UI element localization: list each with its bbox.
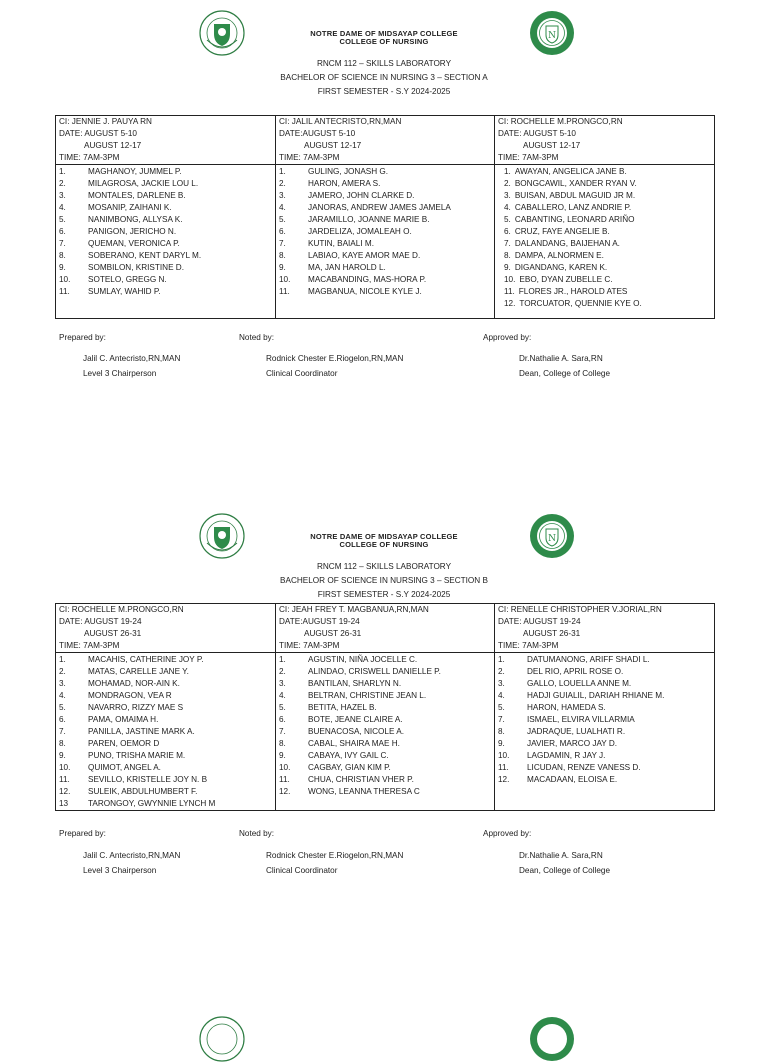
student-name: HARON, HAMEDA S. bbox=[527, 703, 606, 712]
student-name: CRUZ, FAYE ANGELIE B. bbox=[514, 227, 610, 236]
item-number: 5. bbox=[279, 703, 286, 712]
list-item bbox=[59, 250, 275, 262]
item-number: 5. bbox=[59, 703, 66, 712]
item-number: 8. bbox=[279, 739, 286, 748]
student-name: JANORAS, ANDREW JAMES JAMELA bbox=[308, 203, 451, 212]
student-name: DALANDANG, BAIJEHAN A. bbox=[514, 239, 620, 248]
student-name: DATUMANONG, ARIFF SHADI L. bbox=[527, 655, 650, 664]
table-row bbox=[56, 604, 715, 811]
item-number: 4. bbox=[59, 203, 66, 212]
item-number: 7. bbox=[279, 239, 286, 248]
student-name: SUMLAY, WAHID P. bbox=[88, 287, 161, 296]
student-name: DIGANDANG, KAREN K. bbox=[514, 263, 608, 272]
list-item bbox=[498, 774, 714, 786]
item-number: 5. bbox=[279, 215, 286, 224]
ci-name: CI: JENNIE J. PAUYA RN bbox=[59, 117, 152, 126]
item-number: 8. bbox=[279, 251, 286, 260]
item-number: 13 bbox=[59, 799, 69, 808]
item-number: 9. bbox=[498, 739, 505, 748]
course-title: RNCM 112 – SKILLS LABORATORY bbox=[316, 562, 452, 571]
list-item bbox=[59, 654, 275, 666]
item-number: 10. bbox=[504, 275, 516, 284]
list-item bbox=[279, 726, 494, 738]
student-name: MONDRAGON, VEA R bbox=[88, 691, 172, 700]
student-name: MILAGROSA, JACKIE LOU L. bbox=[88, 179, 199, 188]
student-name: BANTILAN, SHARLYN N. bbox=[308, 679, 402, 688]
student-name: JARAMILLO, JOANNE MARIE B. bbox=[308, 215, 430, 224]
list-item bbox=[59, 226, 275, 238]
list-item bbox=[498, 702, 714, 714]
list-item bbox=[279, 166, 494, 178]
date-line: AUGUST 26-31 bbox=[523, 629, 581, 638]
student-list bbox=[276, 654, 494, 804]
list-item bbox=[498, 214, 714, 226]
ci-column bbox=[56, 604, 276, 811]
item-number: 6. bbox=[279, 715, 286, 724]
student-name: MAGHANOY, JUMMEL P. bbox=[88, 167, 182, 176]
student-name: QUEMAN, VERONICA P. bbox=[88, 239, 180, 248]
term-title: FIRST SEMESTER - S.Y 2024-2025 bbox=[317, 590, 451, 599]
item-number: 3. bbox=[59, 679, 66, 688]
list-item bbox=[498, 690, 714, 702]
ci-name: CI: JEAH FREY T. MAGBANUA,RN,MAN bbox=[279, 605, 429, 614]
list-item bbox=[279, 786, 494, 798]
list-item bbox=[59, 738, 275, 750]
student-name: CABAL, SHAIRA MAE H. bbox=[308, 739, 400, 748]
student-name: MOSANIP, ZAIHANI K. bbox=[88, 203, 172, 212]
signatory-title: Dean, College of College bbox=[519, 866, 611, 875]
student-name: HADJI GUIALIL, DARIAH RHIANE M. bbox=[527, 691, 665, 700]
list-item bbox=[59, 786, 275, 798]
item-number: 1. bbox=[279, 655, 286, 664]
student-name: HARON, AMERA S. bbox=[308, 179, 381, 188]
list-item bbox=[59, 726, 275, 738]
student-name: ISMAEL, ELVIRA VILLARMIA bbox=[527, 715, 635, 724]
svg-text:N: N bbox=[548, 534, 556, 544]
list-item bbox=[279, 654, 494, 666]
item-number: 8. bbox=[498, 727, 505, 736]
list-item bbox=[498, 166, 714, 178]
list-item bbox=[279, 214, 494, 226]
time-line: TIME: 7AM-3PM bbox=[276, 152, 494, 165]
list-item bbox=[498, 286, 714, 298]
list-item bbox=[59, 690, 275, 702]
item-number: 2. bbox=[59, 667, 66, 676]
list-item bbox=[498, 250, 714, 262]
student-list bbox=[276, 166, 494, 304]
list-item bbox=[279, 262, 494, 274]
student-name: MONTALES, DARLENE B. bbox=[88, 191, 186, 200]
student-name: DEL RIO, APRIL ROSE O. bbox=[527, 667, 624, 676]
program-title: BACHELOR OF SCIENCE IN NURSING 3 – SECTION B bbox=[280, 576, 488, 585]
student-name: JAVIER, MARCO JAY D. bbox=[527, 739, 618, 748]
item-number: 11. bbox=[279, 775, 290, 784]
college-of-nursing-seal-icon bbox=[529, 1016, 575, 1062]
signatory-title: Clinical Coordinator bbox=[266, 369, 338, 378]
item-number: 4. bbox=[59, 691, 66, 700]
student-name: AGUSTIN, NIÑA JOCELLE C. bbox=[308, 655, 418, 664]
student-name: WONG, LEANNA THERESA C bbox=[308, 787, 420, 796]
list-item bbox=[498, 750, 714, 762]
list-item bbox=[498, 762, 714, 774]
student-name: SULEIK, ABDULHUMBERT F. bbox=[88, 787, 198, 796]
student-name: BOTE, JEANE CLAIRE A. bbox=[308, 715, 403, 724]
signatory-name: Jalil C. Antecristo,RN,MAN bbox=[83, 354, 181, 363]
item-number: 10. bbox=[279, 763, 291, 772]
list-item bbox=[498, 238, 714, 250]
item-number: 10. bbox=[59, 763, 71, 772]
item-number: 4. bbox=[279, 691, 286, 700]
list-item bbox=[279, 762, 494, 774]
date-line: AUGUST 12-17 bbox=[523, 141, 581, 150]
school-name: NOTRE DAME OF MIDSAYAP COLLEGE bbox=[310, 29, 458, 38]
list-item bbox=[498, 726, 714, 738]
list-item bbox=[498, 666, 714, 678]
table-row bbox=[56, 116, 715, 319]
student-name: KUTIN, BAIALI M. bbox=[308, 239, 374, 248]
student-name: FLORES JR., HAROLD ATES bbox=[518, 287, 628, 296]
date-line: DATE:AUGUST 5-10 bbox=[279, 129, 356, 138]
student-name: MATAS, CARELLE JANE Y. bbox=[88, 667, 189, 676]
list-item bbox=[279, 702, 494, 714]
item-number: 5. bbox=[504, 215, 511, 224]
student-name: BONGCAWIL, XANDER RYAN V. bbox=[514, 179, 637, 188]
student-name: MOHAMAD, NOR-AIN K. bbox=[88, 679, 180, 688]
list-item bbox=[59, 262, 275, 274]
list-item bbox=[59, 202, 275, 214]
date-line: AUGUST 12-17 bbox=[304, 141, 362, 150]
list-item bbox=[279, 178, 494, 190]
item-number: 2. bbox=[498, 667, 505, 676]
student-list bbox=[495, 166, 714, 316]
item-number: 4. bbox=[279, 203, 286, 212]
program-title: BACHELOR OF SCIENCE IN NURSING 3 – SECTION A bbox=[280, 73, 488, 82]
student-name: CABALLERO, LANZ ANDRIE P. bbox=[514, 203, 632, 212]
list-item bbox=[59, 286, 275, 298]
item-number: 3. bbox=[279, 191, 286, 200]
ci-column bbox=[56, 116, 276, 319]
student-name: MAGBANUA, NICOLE KYLE J. bbox=[308, 287, 422, 296]
list-item bbox=[59, 178, 275, 190]
noted-by-label: Noted by: bbox=[239, 333, 275, 342]
item-number: 11. bbox=[498, 763, 509, 772]
item-number: 1. bbox=[59, 655, 66, 664]
item-number: 1. bbox=[279, 167, 286, 176]
signatory-name: Rodnick Chester E.Riogelon,RN,MAN bbox=[266, 851, 404, 860]
course-title: RNCM 112 – SKILLS LABORATORY bbox=[316, 59, 452, 68]
student-list bbox=[495, 654, 714, 792]
student-name: JADRAQUE, LUALHATI R. bbox=[527, 727, 626, 736]
student-name: LABIAO, KAYE AMOR MAE D. bbox=[308, 251, 421, 260]
student-name: AWAYAN, ANGELICA JANE B. bbox=[514, 167, 627, 176]
item-number: 2. bbox=[279, 667, 286, 676]
student-name: PANILLA, JASTINE MARK A. bbox=[88, 727, 195, 736]
svg-text:N: N bbox=[548, 31, 556, 41]
signatory-title: Dean, College of College bbox=[519, 369, 611, 378]
date-line: AUGUST 12-17 bbox=[84, 141, 142, 150]
student-name: PUNO, TRISHA MARIE M. bbox=[88, 751, 186, 760]
list-item bbox=[59, 190, 275, 202]
noted-by-label: Noted by: bbox=[239, 829, 275, 838]
student-name: DAMPA, ALNORMEN E. bbox=[514, 251, 604, 260]
list-item bbox=[498, 178, 714, 190]
signatory-name: Jalil C. Antecristo,RN,MAN bbox=[83, 851, 181, 860]
list-item bbox=[498, 190, 714, 202]
item-number: 8. bbox=[504, 251, 511, 260]
ci-name: CI: ROCHELLE M.PRONGCO,RN bbox=[498, 117, 623, 126]
list-item bbox=[279, 678, 494, 690]
item-number: 11. bbox=[59, 775, 70, 784]
item-number: 9. bbox=[59, 751, 66, 760]
list-item bbox=[59, 750, 275, 762]
college-name: COLLEGE OF NURSING bbox=[339, 540, 429, 549]
list-item bbox=[279, 238, 494, 250]
date-line: DATE: AUGUST 5-10 bbox=[59, 129, 137, 138]
time-line: TIME: 7AM-3PM bbox=[56, 152, 275, 165]
item-number: 8. bbox=[59, 739, 66, 748]
item-number: 9. bbox=[279, 751, 286, 760]
list-item bbox=[59, 762, 275, 774]
prepared-by-label: Prepared by: bbox=[59, 829, 106, 838]
student-name: JARDELIZA, JOMALEAH O. bbox=[308, 227, 412, 236]
student-name: EBO, DYAN ZUBELLE C. bbox=[519, 275, 613, 284]
item-number: 4. bbox=[498, 691, 505, 700]
list-item bbox=[498, 678, 714, 690]
schedule-table bbox=[55, 603, 715, 811]
list-item bbox=[279, 750, 494, 762]
item-number: 1. bbox=[504, 167, 511, 176]
ci-name: CI: JALIL ANTECRISTO,RN,MAN bbox=[279, 117, 402, 126]
student-name: CABAYA, IVY GAIL C. bbox=[308, 751, 389, 760]
ci-column bbox=[276, 116, 495, 319]
list-item bbox=[59, 678, 275, 690]
student-name: JAMERO, JOHN CLARKE D. bbox=[308, 191, 415, 200]
item-number: 10. bbox=[59, 275, 71, 284]
signatory-name: Rodnick Chester E.Riogelon,RN,MAN bbox=[266, 354, 404, 363]
time-line: TIME: 7AM-3PM bbox=[56, 640, 275, 653]
item-number: 9. bbox=[59, 263, 66, 272]
date-line: DATE:AUGUST 19-24 bbox=[279, 617, 360, 626]
student-name: PANIGON, JERICHO N. bbox=[88, 227, 177, 236]
item-number: 3. bbox=[59, 191, 66, 200]
signatory-title: Level 3 Chairperson bbox=[83, 866, 157, 875]
list-item bbox=[498, 274, 714, 286]
item-number: 3. bbox=[504, 191, 511, 200]
item-number: 3. bbox=[279, 679, 286, 688]
student-name: CHUA, CHRISTIAN VHER P. bbox=[308, 775, 414, 784]
student-name: PAREN, OEMOR D bbox=[88, 739, 160, 748]
list-item bbox=[59, 798, 275, 810]
list-item bbox=[279, 202, 494, 214]
list-item bbox=[59, 714, 275, 726]
list-item bbox=[279, 250, 494, 262]
list-item bbox=[59, 238, 275, 250]
student-name: LAGDAMIN, R JAY J. bbox=[527, 751, 606, 760]
item-number: 2. bbox=[59, 179, 66, 188]
list-item bbox=[279, 690, 494, 702]
ci-name: CI: ROCHELLE M.PRONGCO,RN bbox=[59, 605, 184, 614]
student-name: SOMBILON, KRISTINE D. bbox=[88, 263, 184, 272]
time-line: TIME: 7AM-3PM bbox=[495, 640, 714, 653]
ci-column bbox=[495, 604, 715, 811]
student-name: BELTRAN, CHRISTINE JEAN L. bbox=[308, 691, 427, 700]
list-item bbox=[498, 262, 714, 274]
nd-midsayap-seal-icon bbox=[199, 1016, 245, 1062]
item-number: 6. bbox=[279, 227, 286, 236]
list-item bbox=[279, 286, 494, 298]
student-name: ALINDAO, CRISWELL DANIELLE P. bbox=[308, 667, 441, 676]
list-item bbox=[279, 666, 494, 678]
item-number: 12. bbox=[59, 787, 71, 796]
date-line: AUGUST 26-31 bbox=[304, 629, 362, 638]
student-name: SOTELO, GREGG N. bbox=[88, 275, 167, 284]
list-item bbox=[59, 214, 275, 226]
item-number: 7. bbox=[504, 239, 511, 248]
date-line: AUGUST 26-31 bbox=[84, 629, 142, 638]
student-name: BETITA, HAZEL B. bbox=[308, 703, 377, 712]
student-name: QUIMOT, ANGEL A. bbox=[88, 763, 161, 772]
item-number: 6. bbox=[504, 227, 511, 236]
item-number: 6. bbox=[59, 715, 66, 724]
approved-by-label: Approved by: bbox=[483, 333, 532, 342]
list-item bbox=[498, 714, 714, 726]
item-number: 4. bbox=[504, 203, 511, 212]
student-name: MA, JAN HAROLD L. bbox=[308, 263, 386, 272]
list-item bbox=[279, 738, 494, 750]
student-name: GALLO, LOUELLA ANNE M. bbox=[527, 679, 632, 688]
list-item bbox=[279, 774, 494, 786]
item-number: 1. bbox=[59, 167, 66, 176]
student-name: TARONGOY, GWYNNIE LYNCH M bbox=[88, 799, 216, 808]
approved-by-label: Approved by: bbox=[483, 829, 532, 838]
prepared-by-label: Prepared by: bbox=[59, 333, 106, 342]
list-item bbox=[279, 714, 494, 726]
section-b bbox=[0, 503, 768, 903]
list-item bbox=[279, 190, 494, 202]
signatory-title: Clinical Coordinator bbox=[266, 866, 338, 875]
item-number: 12. bbox=[279, 787, 291, 796]
item-number: 2. bbox=[279, 179, 286, 188]
list-item bbox=[59, 666, 275, 678]
list-item bbox=[59, 166, 275, 178]
item-number: 6. bbox=[59, 227, 66, 236]
item-number: 5. bbox=[59, 215, 66, 224]
list-item bbox=[59, 774, 275, 786]
date-line: DATE: AUGUST 19-24 bbox=[59, 617, 142, 626]
student-name: MACAHIS, CATHERINE JOY P. bbox=[88, 655, 204, 664]
student-name: NANIMBONG, ALLYSA K. bbox=[88, 215, 183, 224]
student-name: CABANTING, LEONARD ARIÑO bbox=[514, 215, 635, 224]
list-item bbox=[498, 654, 714, 666]
list-item bbox=[498, 202, 714, 214]
item-number: 7. bbox=[59, 727, 66, 736]
item-number: 3. bbox=[498, 679, 505, 688]
student-name: CAGBAY, GIAN KIM P. bbox=[308, 763, 391, 772]
ci-name: CI: RENELLE CHRISTOPHER V.JORIAL,RN bbox=[498, 605, 662, 614]
item-number: 5. bbox=[498, 703, 505, 712]
signatory-name: Dr.Nathalie A. Sara,RN bbox=[519, 354, 603, 363]
student-name: SOBERANO, KENT DARYL M. bbox=[88, 251, 202, 260]
list-item bbox=[498, 298, 714, 310]
time-line: TIME: 7AM-3PM bbox=[495, 152, 714, 165]
list-item bbox=[59, 702, 275, 714]
student-name: LICUDAN, RENZE VANESS D. bbox=[527, 763, 641, 772]
student-name: SEVILLO, KRISTELLE JOY N. B bbox=[88, 775, 208, 784]
ci-column bbox=[276, 604, 495, 811]
signatory-title: Level 3 Chairperson bbox=[83, 369, 157, 378]
item-number: 10. bbox=[279, 275, 291, 284]
ci-column bbox=[495, 116, 715, 319]
student-name: BUENACOSA, NICOLE A. bbox=[308, 727, 405, 736]
item-number: 11. bbox=[279, 287, 290, 296]
term-title: FIRST SEMESTER - S.Y 2024-2025 bbox=[317, 87, 451, 96]
list-item bbox=[279, 274, 494, 286]
item-number: 7. bbox=[279, 727, 286, 736]
list-item bbox=[59, 274, 275, 286]
item-number: 7. bbox=[59, 239, 66, 248]
college-name: COLLEGE OF NURSING bbox=[339, 37, 429, 46]
list-item bbox=[498, 226, 714, 238]
date-line: DATE: AUGUST 5-10 bbox=[498, 129, 576, 138]
section-a bbox=[0, 0, 768, 400]
item-number: 12. bbox=[498, 775, 510, 784]
student-name: MACADAAN, ELOISA E. bbox=[527, 775, 618, 784]
student-list bbox=[56, 166, 275, 304]
item-number: 1. bbox=[498, 655, 505, 664]
item-number: 7. bbox=[498, 715, 505, 724]
list-item bbox=[279, 226, 494, 238]
student-name: GULING, JONASH G. bbox=[308, 167, 389, 176]
item-number: 8. bbox=[59, 251, 66, 260]
item-number: 2. bbox=[504, 179, 511, 188]
student-list bbox=[56, 654, 275, 810]
item-number: 10. bbox=[498, 751, 510, 760]
signatory-name: Dr.Nathalie A. Sara,RN bbox=[519, 851, 603, 860]
date-line: DATE: AUGUST 19-24 bbox=[498, 617, 581, 626]
school-name: NOTRE DAME OF MIDSAYAP COLLEGE bbox=[310, 532, 458, 541]
item-number: 9. bbox=[504, 263, 511, 272]
list-item bbox=[498, 738, 714, 750]
item-number: 12. bbox=[504, 299, 516, 308]
student-name: TORCUATOR, QUENNIE KYE O. bbox=[519, 299, 642, 308]
time-line: TIME: 7AM-3PM bbox=[276, 640, 494, 653]
item-number: 9. bbox=[279, 263, 286, 272]
student-name: BUISAN, ABDUL MAGUID JR M. bbox=[514, 191, 636, 200]
item-number: 11. bbox=[504, 287, 515, 296]
item-number: 11. bbox=[59, 287, 70, 296]
student-name: NAVARRO, RIZZY MAE S bbox=[88, 703, 184, 712]
schedule-table bbox=[55, 115, 715, 319]
student-name: MACABANDING, MAS-HORA P. bbox=[308, 275, 427, 284]
student-name: PAMA, OMAIMA H. bbox=[88, 715, 159, 724]
